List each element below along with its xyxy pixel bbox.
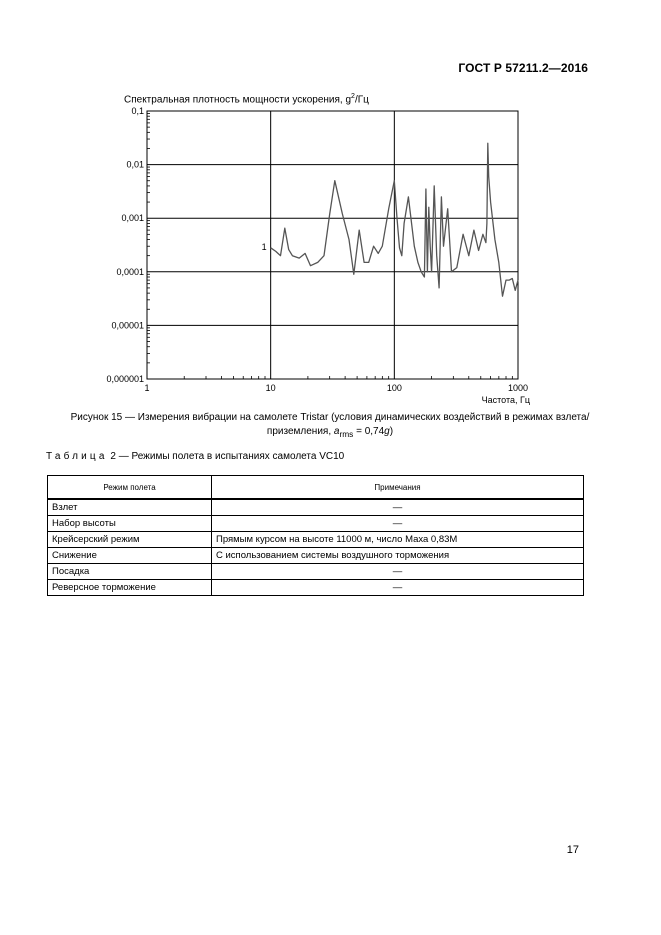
figure-caption-line2 <box>60 425 600 441</box>
caption-symbol-a: a <box>333 426 340 437</box>
note-cell: — <box>212 499 584 516</box>
mode-cell: Крейсерский режим <box>48 532 212 548</box>
column-header-notes: Примечания <box>212 476 584 500</box>
column-header-mode: Режим полета <box>48 476 212 500</box>
chart-grid <box>147 111 518 379</box>
table-header-row <box>48 476 584 500</box>
chart-x-tick-label: 10 <box>265 383 276 393</box>
chart-plot-frame <box>147 111 518 379</box>
caption-subscript: rms <box>339 429 354 439</box>
chart-y-tick-label: 0,00001 <box>111 320 144 331</box>
table-row <box>48 548 584 564</box>
chart-title-unit: /Гц <box>354 94 369 106</box>
note-cell: С использованием системы воздушного торможения <box>212 548 584 564</box>
note-cell: Прямым курсом на высоте 11000 м, число Маха 0,83М <box>212 532 584 548</box>
chart-y-tick-label: 0,0001 <box>116 266 144 277</box>
mode-cell: Снижение <box>48 548 212 564</box>
note-cell: — <box>212 564 584 580</box>
table-caption <box>46 451 344 462</box>
chart-x-tick-label: 1000 <box>507 383 529 393</box>
note-cell: — <box>212 580 584 596</box>
psd-chart <box>0 0 661 420</box>
table-row <box>48 580 584 596</box>
caption-symbol-g: g <box>384 426 390 437</box>
chart-y-tick-labels <box>106 106 144 384</box>
table-row <box>48 516 584 532</box>
mode-cell: Посадка <box>48 564 212 580</box>
figure-caption-line1: Рисунок 15 — Измерения вибрации на самолете Tristar (условия динамических воздействий в режимах взлета/ <box>70 412 590 423</box>
table-caption-word: Таблица <box>46 451 108 462</box>
caption-close: ) <box>389 426 394 437</box>
flight-modes-table <box>47 475 584 596</box>
chart-x-tick-labels <box>144 383 528 393</box>
chart-y-tick-label: 0,01 <box>126 159 144 170</box>
chart-x-axis-label: Частота, Гц <box>481 395 530 405</box>
table-row <box>48 532 584 548</box>
chart-y-tick-label: 0,1 <box>131 106 144 116</box>
chart-annotation-label: 1 <box>261 241 267 252</box>
chart-title-main: Спектральная плотность мощности ускорения, g <box>124 94 352 106</box>
note-cell: — <box>212 516 584 532</box>
chart-y-tick-label: 0,000001 <box>106 374 144 384</box>
table-row <box>48 499 584 516</box>
chart-x-tick-label: 100 <box>386 383 402 393</box>
mode-cell: Реверсное торможение <box>48 580 212 596</box>
chart-y-tick-label: 0,001 <box>121 213 144 224</box>
chart-title-superscript: 2 <box>351 93 355 100</box>
mode-cell: Взлет <box>48 499 212 516</box>
figure-caption <box>60 411 600 441</box>
page-number: 17 <box>566 844 579 856</box>
document-code: ГОСТ Р 57211.2—2016 <box>458 61 588 75</box>
chart-x-tick-label: 1 <box>144 383 150 393</box>
table-caption-text: 2 — Режимы полета в испытаниях самолета VC10 <box>107 451 345 462</box>
table-row <box>48 564 584 580</box>
caption-equals: = 0,74 <box>353 426 385 437</box>
chart-minor-ticks <box>147 113 512 379</box>
caption-text: приземления, <box>266 426 334 437</box>
mode-cell: Набор высоты <box>48 516 212 532</box>
